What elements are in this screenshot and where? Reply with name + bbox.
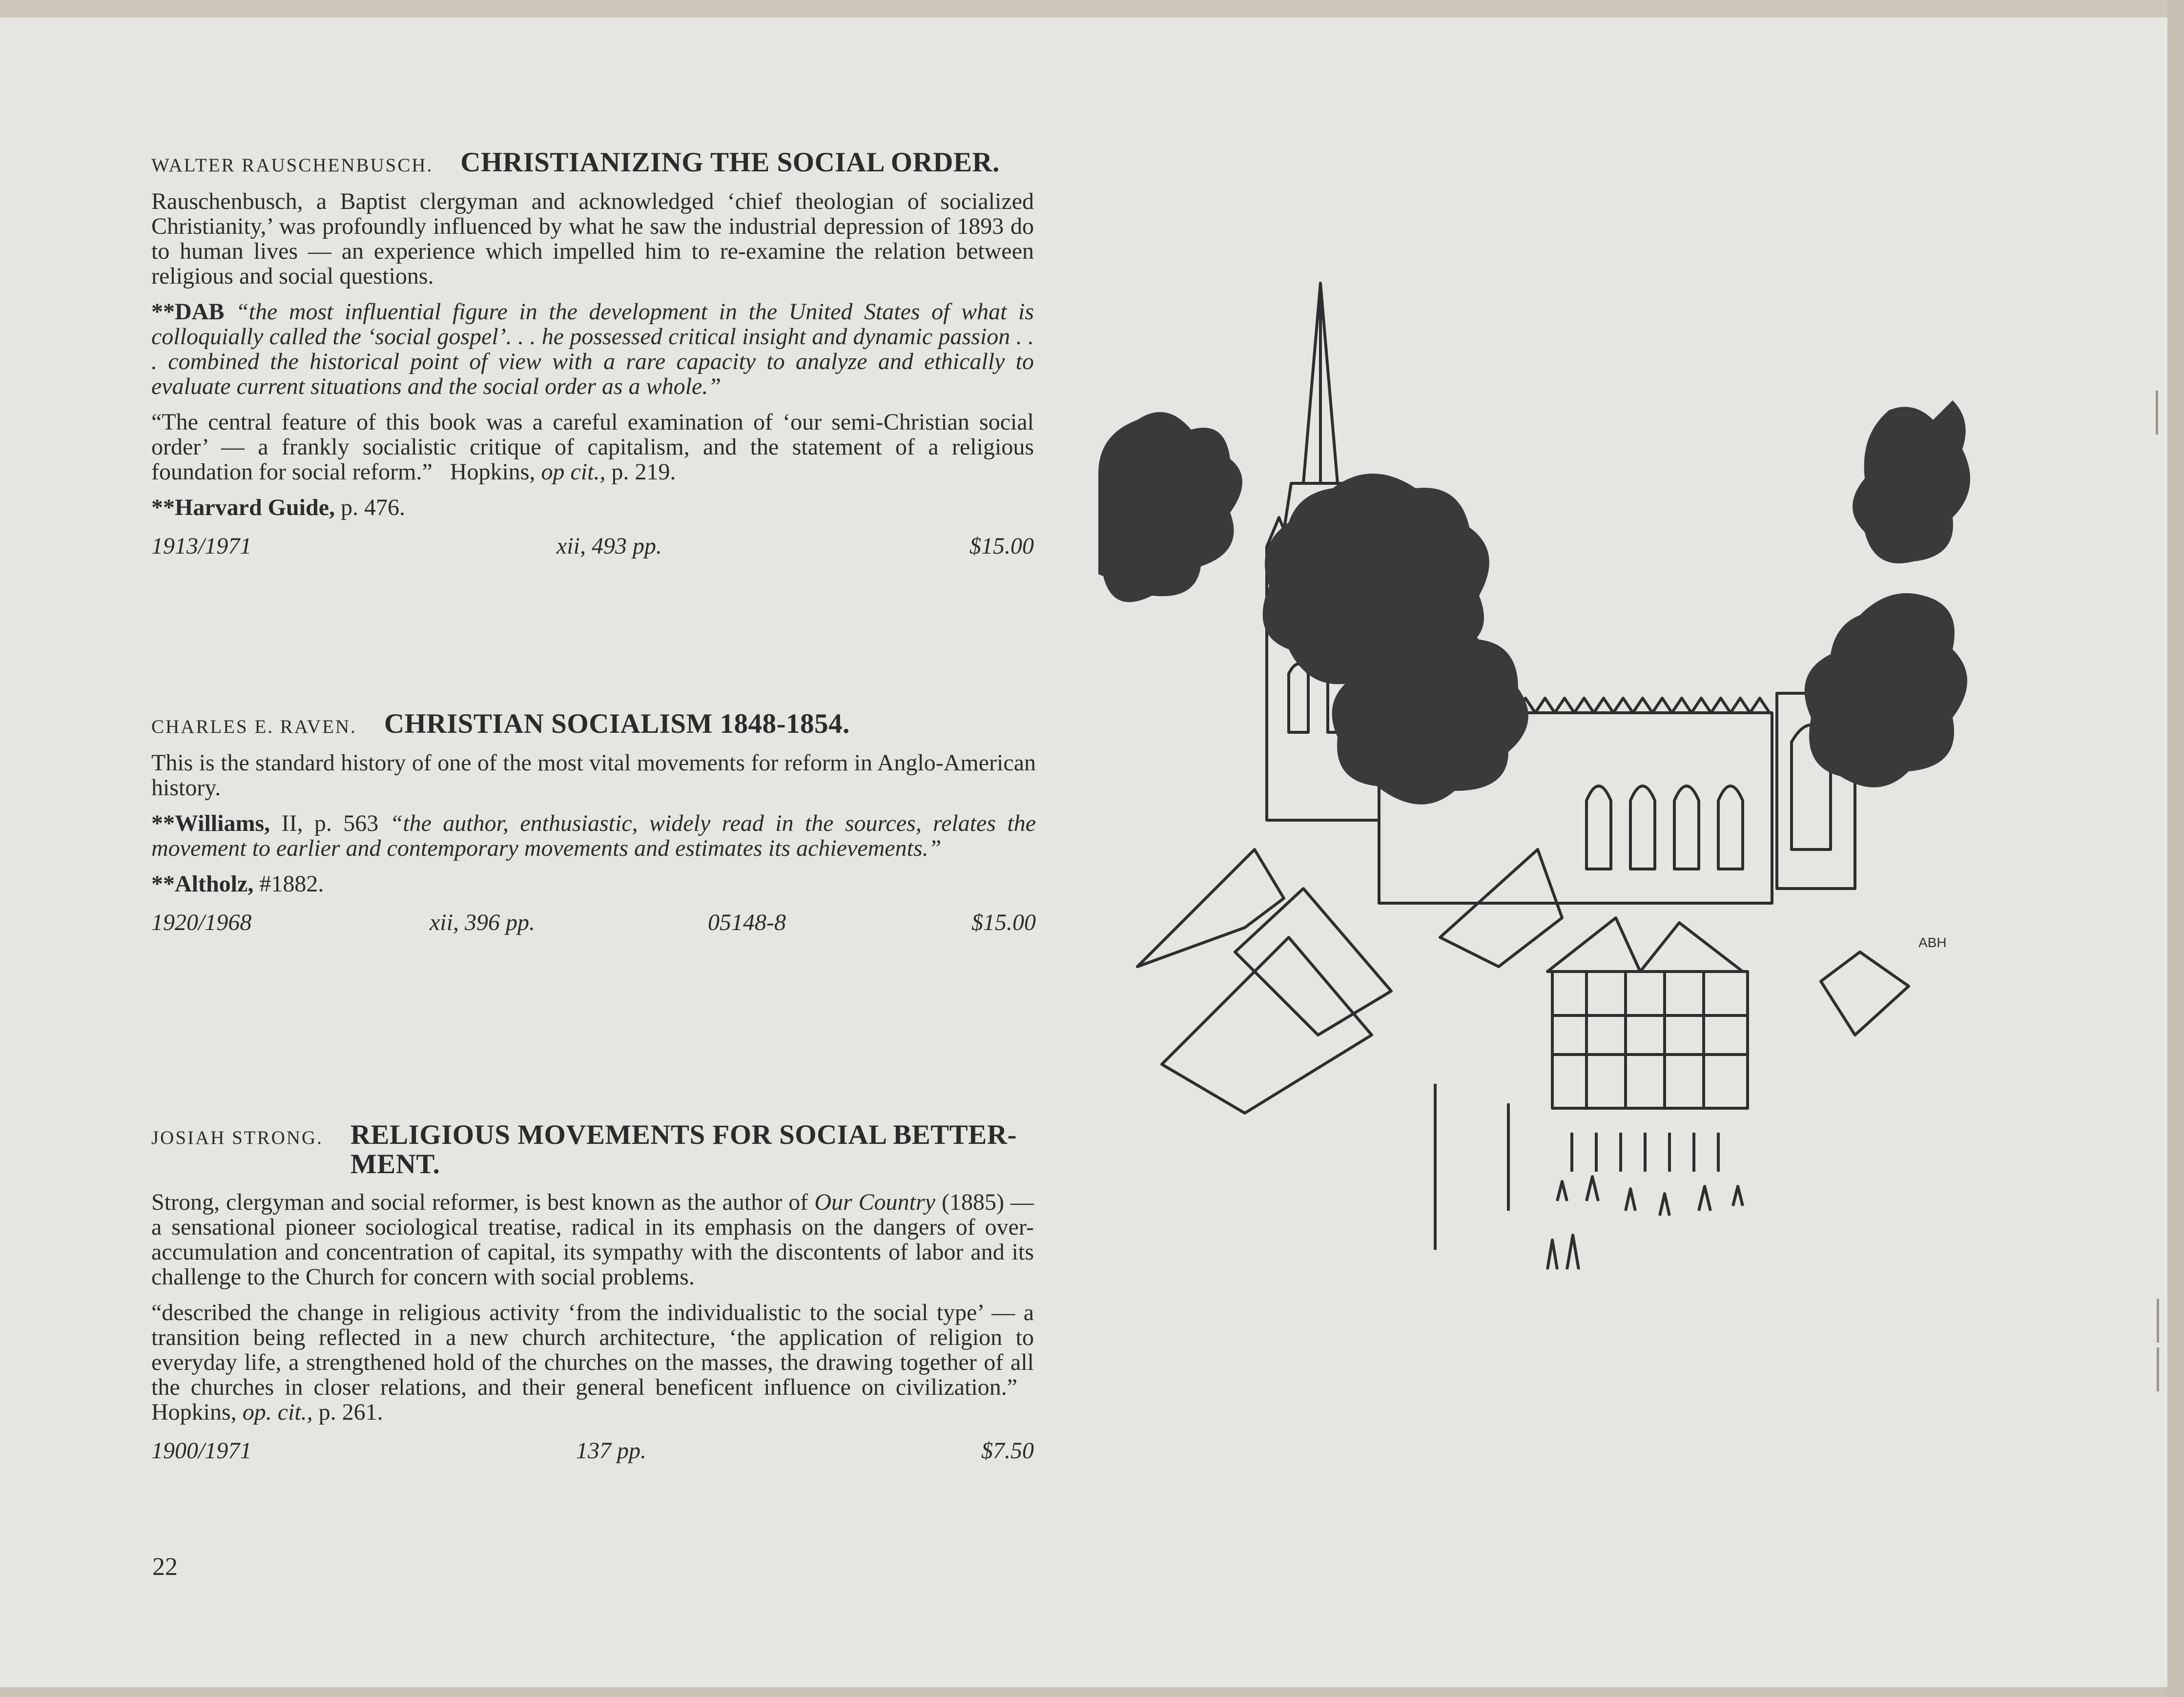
hopkins-citation	[151, 1300, 1034, 1425]
price: $15.00	[969, 533, 1034, 559]
williams-quote: “the author, enthusiastic, widely read in the sources, relates the movement to earlier and contemporary movements and estimates its achievements.”	[151, 810, 1036, 861]
desc-end: (1885) — a sensational pioneer sociological treatise, radical in its emphasis on the dangers of over-accumulation and concentration of capital, its sympathy with the discontents of labor and its challenge to the Church for concern with social problems.	[151, 1189, 1034, 1290]
book-title: CHRISTIAN SOCIALISM 1848-1854.	[384, 708, 850, 739]
page-number: 22	[152, 1553, 178, 1581]
house-roof	[1162, 937, 1372, 1113]
book-entry-rauschenbusch	[151, 146, 1034, 559]
publication-info	[151, 909, 1036, 936]
tudor-house-roof	[1547, 918, 1743, 972]
dab-prefix: **DAB	[151, 299, 225, 325]
book-entry-strong	[151, 1120, 1034, 1464]
guide-prefix: **Harvard Guide,	[151, 495, 335, 520]
isbn: 05148-8	[708, 910, 786, 935]
page-count: xii, 493 pp.	[556, 533, 662, 559]
book-title: CHRISTIANIZING THE SOCIAL ORDER.	[460, 147, 1000, 178]
page-top-edge	[0, 0, 2184, 18]
author-name: CHARLES E. RAVEN.	[151, 716, 357, 737]
guide-page: p. 476.	[341, 495, 406, 520]
book-description: This is the standard history of one of the most vital movements for reform in Anglo-American history.	[151, 750, 1036, 801]
page-count: xii, 396 pp.	[430, 910, 535, 935]
publication-info	[151, 1437, 1034, 1464]
page-right-edge	[2167, 0, 2184, 1697]
church-town-illustration	[1098, 273, 2016, 1377]
harvard-guide-citation	[151, 495, 1034, 520]
williams-prefix: **Williams,	[151, 810, 270, 836]
book-description: Rauschenbusch, a Baptist clergyman and acknowledged ‘chief theologian of socialized Christianity,’ was profoundly influenced by what he saw the industrial depression of 1893 do to human lives — an experience which impelled him to re-examine the relation between religious and social questions.	[151, 188, 1034, 289]
author-name: WALTER RAUSCHENBUSCH.	[151, 155, 433, 176]
desc-book: Our Country	[814, 1189, 936, 1215]
dab-quote: “the most influential figure in the development in the United States of what is colloquially called the ‘social gospel’. . . he possessed critical insight and dynamic passion . . . combined the historical point of view with a rare capacity to analyze and ethically to evaluate current situations and the social order as a whole.”	[151, 299, 1034, 399]
hopkins-page: p. 219.	[611, 459, 676, 485]
book-entry-raven	[151, 708, 1036, 936]
price: $15.00	[971, 910, 1036, 935]
hopkins-name: Hopkins,	[151, 1399, 237, 1425]
author-name: JOSIAH STRONG.	[151, 1127, 323, 1148]
tudor-house-facade	[1552, 972, 1748, 1108]
entry-heading	[151, 708, 1036, 740]
hopkins-page: p. 261.	[318, 1399, 383, 1425]
hopkins-quote: “described the change in religious activity ‘from the individualistic to the social type’ — a transition being reflected in a new church architecture, ‘the application of religion to everyday life, a strengthened hold of the churches on the masses, the drawing together of all the churches in closer relations, and their general beneficent influence on civilization.”	[151, 1300, 1034, 1400]
book-description	[151, 1190, 1034, 1289]
dab-citation	[151, 299, 1034, 399]
entry-heading	[151, 146, 1034, 178]
entry-heading	[151, 1120, 1034, 1179]
hopkins-cit: op cit.,	[541, 459, 606, 485]
williams-citation	[151, 811, 1036, 861]
price: $7.50	[981, 1438, 1034, 1464]
publication-dates: 1920/1968	[151, 910, 252, 935]
williams-ref: II, p. 563	[281, 810, 379, 836]
house-roof	[1137, 849, 1284, 967]
staple-mark	[2157, 1347, 2159, 1391]
tree-foliage	[1098, 400, 1970, 805]
publication-dates: 1913/1971	[151, 533, 252, 559]
altholz-ref: #1882.	[259, 871, 324, 897]
hopkins-name: Hopkins,	[450, 459, 536, 485]
staple-mark	[2156, 391, 2158, 435]
hopkins-cit: op. cit.,	[242, 1399, 313, 1425]
altholz-prefix: **Altholz,	[151, 871, 254, 897]
hopkins-quote: “The central feature of this book was a careful examination of ‘our semi-Christian social order’ — a frankly socialistic critique of capitalism, and the statement of a religious foundation for social reform.”	[151, 409, 1034, 485]
artist-signature: ABH	[1918, 935, 1947, 950]
page-count: 137 pp.	[576, 1438, 646, 1464]
publication-dates: 1900/1971	[151, 1438, 252, 1464]
desc-start: Strong, clergyman and social reformer, is best known as the author of	[151, 1189, 808, 1215]
hopkins-citation	[151, 410, 1034, 484]
altholz-citation	[151, 871, 1036, 896]
publication-info	[151, 533, 1034, 559]
book-title: RELIGIOUS MOVEMENTS FOR SOCIAL BETTER-MENT.	[350, 1119, 1017, 1180]
staple-mark	[2157, 1299, 2159, 1343]
